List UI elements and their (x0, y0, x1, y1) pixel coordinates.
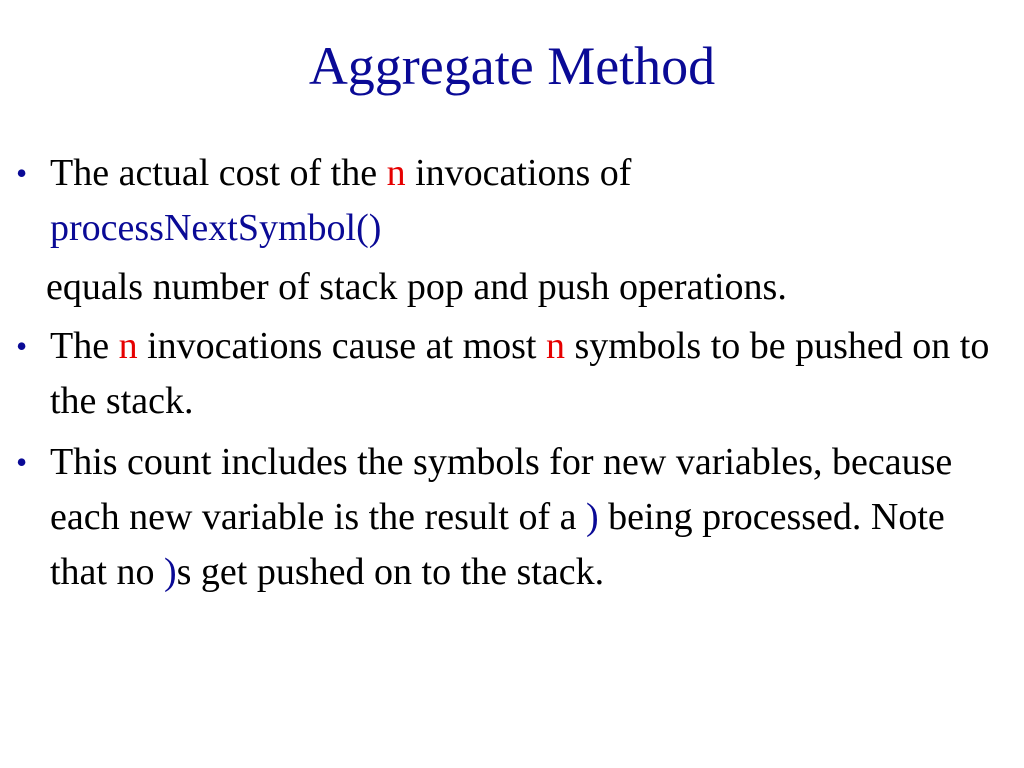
bullet2-highlight-n-2: n (546, 325, 565, 367)
bullet-list (0, 146, 1024, 600)
bullet3-highlight-paren-2: ) (163, 551, 177, 593)
bullet1-code: processNextSymbol() (50, 207, 382, 249)
bullet1-text-2: invocations of (405, 152, 632, 194)
bullet3-highlight-paren-1: ) (586, 496, 599, 538)
bullet3-text-2: being processed. Note that no (50, 496, 945, 593)
bullet2-highlight-n-1: n (118, 325, 138, 367)
bullet-icon: • (16, 444, 28, 480)
bullet-icon: • (16, 155, 28, 191)
bullet-icon: • (16, 328, 28, 364)
bullet2-text-2: invocations cause at most (137, 325, 546, 367)
bullet2-text-3: symbols to be pushed on to the stack. (50, 325, 990, 422)
continuation-text: equals number of stack pop and push operations. (46, 266, 787, 308)
bullet3-text-3: s get pushed on to the stack. (176, 551, 605, 593)
bullet-item-2 (0, 319, 1024, 429)
bullet3-text-1: This count includes the symbols for new variables, because each new variable is the result of a (50, 441, 953, 538)
bullet-item-3 (0, 435, 1024, 600)
bullet1-text-1: The actual cost of the (50, 152, 387, 194)
bullet-item-1 (0, 146, 1024, 256)
bullet1-highlight-n: n (386, 152, 406, 194)
slide-title: Aggregate Method (308, 36, 716, 96)
bullet2-text-1: The (50, 325, 119, 367)
